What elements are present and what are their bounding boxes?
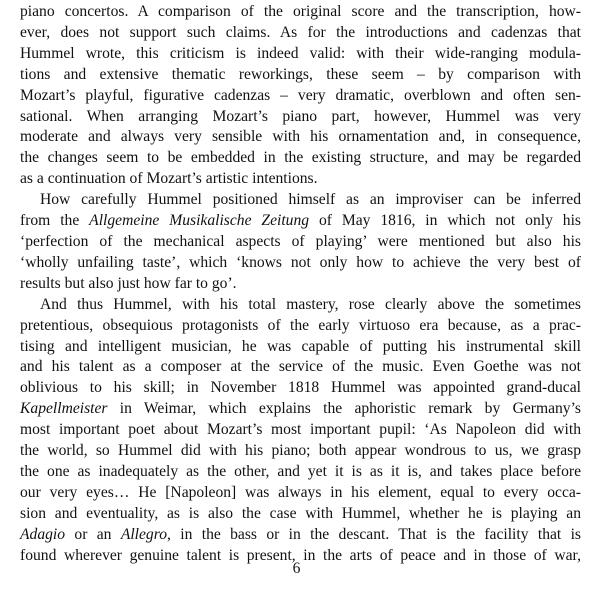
text-line: ‘perfection of the mechanical aspects of playing’ were mentioned but also his xyxy=(20,232,581,250)
text-span: or an xyxy=(65,525,121,543)
text-line: most important poet about Mozart’s most important pupil: ‘As Napoleon did with xyxy=(20,421,581,439)
text-line: our very eyes… He [Napoleon] was always in his element, equal to every occa- xyxy=(20,483,581,501)
text-line: Mozart’s playful, figurative cadenzas – very dramatic, overblown and often sen- xyxy=(20,86,581,104)
paragraph xyxy=(20,2,581,190)
text-line: oblivious to his skill; in November 1818 Hummel was appointed grand-ducal xyxy=(20,379,581,397)
text-line: pretentious, obsequious protagonists of the early virtuoso era because, as a prac- xyxy=(20,316,581,334)
journal-title: Allgemeine Musikalische Zeitung xyxy=(89,212,310,230)
paragraph xyxy=(20,295,581,567)
text-line: tions and extensive thematic reworkings, these seem – by comparison with xyxy=(20,65,581,83)
text-line: And thus Hummel, with his total mastery, rose clearly above the sometimes xyxy=(40,295,581,313)
text-line: moderate and always very sensible with his ornamentation and, in consequence, xyxy=(20,128,581,146)
document-page xyxy=(20,2,581,566)
text-line: ‘wholly unfailing taste’, which ‘knows not only how to achieve the very best of xyxy=(20,253,581,271)
page-number: 6 xyxy=(292,560,301,577)
text-line: as a continuation of Mozart’s artistic intentions. xyxy=(20,170,318,188)
text-line: results but also just how far to go’. xyxy=(20,274,237,292)
text-line: and his talent as a composer at the service of the music. Even Goethe was not xyxy=(20,358,581,376)
text-line: sational. When arranging Mozart’s piano part, however, Hummel was very xyxy=(20,107,581,125)
text-line: the world, so Hummel did with his piano; both appear wondrous to us, we grasp xyxy=(20,442,581,460)
italic-term: Kapellmeister xyxy=(20,400,108,418)
text-line: ever, does not support such claims. As for the introductions and cadenzas that xyxy=(20,23,581,41)
text-line: How carefully Hummel positioned himself as an improviser can be inferred xyxy=(40,191,581,209)
text-line xyxy=(20,399,581,420)
text-span: from the xyxy=(20,212,90,230)
text-line xyxy=(20,525,581,546)
text-line xyxy=(20,211,581,232)
text-span: in Weimar, which explains the aphoristic remark by Germany’s xyxy=(107,400,581,418)
text-line: the one as inadequately as the other, and yet it is as it is, and takes place before xyxy=(20,462,581,480)
italic-term: Adagio xyxy=(20,525,66,543)
paragraph xyxy=(20,190,581,295)
text-line: sion and eventuality, as is also the case with Hummel, whether he is playing an xyxy=(20,504,581,522)
text-line: piano concertos. A comparison of the original score and the transcription, how- xyxy=(20,3,581,20)
text-span: of May 1816, in which not only his xyxy=(309,212,581,230)
italic-term: Allegro xyxy=(120,525,168,543)
text-line: the changes seem to be embedded in the existing structure, and may be regarded xyxy=(20,149,581,167)
text-line: tising and intelligent musician, he was capable of putting his instrumental skill xyxy=(20,337,581,355)
text-span: , in the bass or in the descant. That is the facility that is xyxy=(167,525,581,543)
text-line: found wherever genuine talent is present, in the arts of peace and in those of war, xyxy=(20,546,581,564)
text-line: Hummel wrote, this criticism is indeed valid: with their wide-ranging modula- xyxy=(20,44,581,62)
